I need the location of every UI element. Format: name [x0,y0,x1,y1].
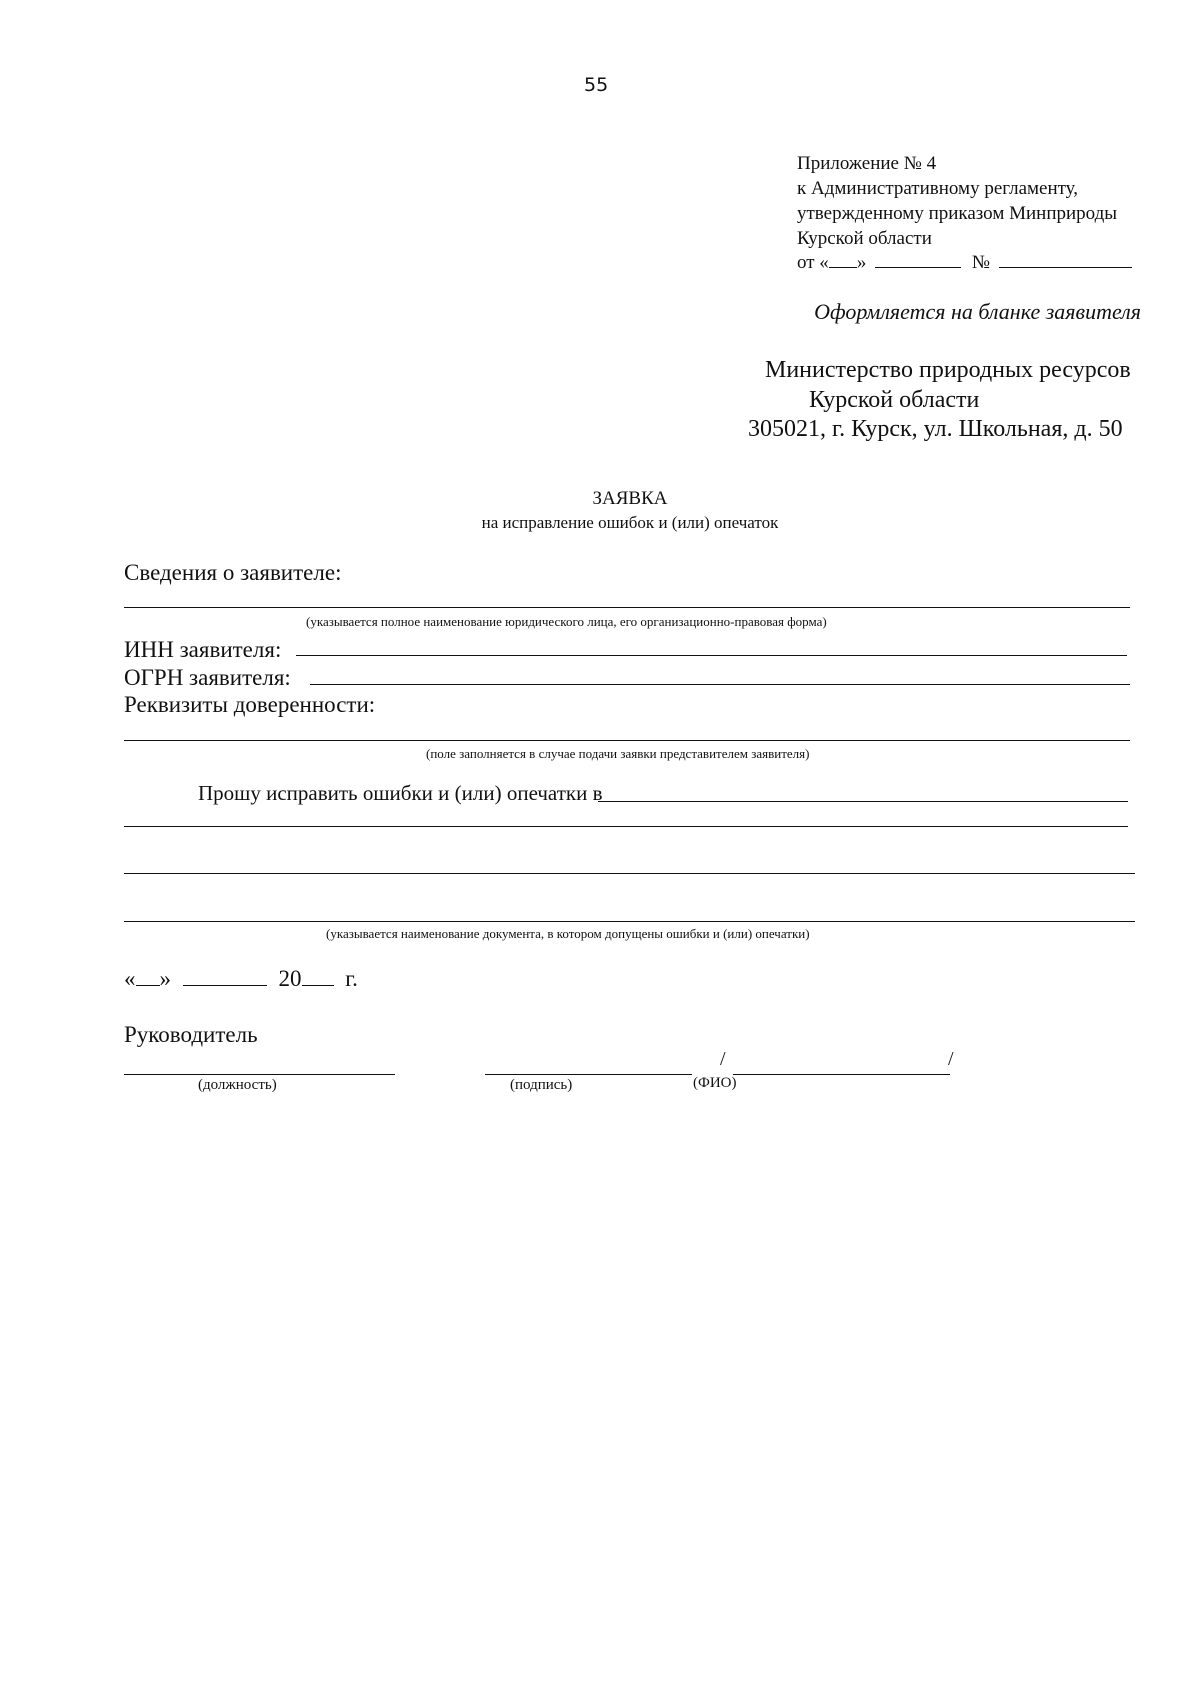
appendix-date-mid: » [856,252,867,273]
document-hint: (указывается наименование документа, в котором допущены ошибки и (или) опечатки) [326,926,810,941]
signature-hint: (подпись) [510,1077,573,1093]
signature-field[interactable] [485,1074,692,1075]
signature-slash-left: / [720,1048,726,1070]
appendix-day-blank [829,267,857,268]
month-field[interactable] [183,985,267,986]
inn-label: ИНН заявителя: [124,637,282,662]
appendix-number-blank [999,267,1132,268]
ogrn-label: ОГРН заявителя: [124,665,291,690]
addressee-line-3: 305021, г. Курск, ул. Школьная, д. 50 [748,416,1123,442]
appendix-number-sign: № [971,252,990,273]
addressee-line-2: Курской области [809,387,980,413]
date-close-quote: » [159,966,171,991]
applicant-name-field[interactable] [124,607,1130,608]
year-suffix: г. [345,966,358,991]
poa-hint: (поле заполняется в случае подачи заявки представителем заявителя) [426,746,810,761]
form-title: ЗАЯВКА [592,488,668,509]
poa-field[interactable] [124,740,1130,741]
request-document-field[interactable] [598,801,1128,802]
poa-label: Реквизиты доверенности: [124,692,376,717]
inn-field[interactable] [296,655,1127,656]
position-hint: (должность) [198,1077,277,1093]
date-row [124,966,358,992]
appendix-line-3: утвержденному приказом Минприроды [797,203,1118,224]
request-line-2[interactable] [124,826,1128,827]
appendix-line-4: Курской области [797,228,932,249]
letterhead-note: Оформляется на бланке заявителя [814,299,1141,324]
appendix-date-prefix: от « [797,252,829,273]
signature-heading: Руководитель [124,1022,258,1047]
appendix-title: Приложение № 4 [797,153,937,174]
appendix-date-row [797,250,1132,275]
ogrn-field[interactable] [310,684,1130,685]
page-number: 55 [584,74,609,96]
signature-slash-right: / [948,1048,954,1070]
request-line-4[interactable] [124,921,1135,922]
full-name-hint: (ФИО) [693,1075,737,1091]
position-field[interactable] [124,1074,395,1075]
request-text: Прошу исправить ошибки и (или) опечатки в [198,781,603,805]
addressee-line-1: Министерство природных ресурсов [765,357,1131,383]
date-open-quote: « [124,966,136,991]
request-line-3[interactable] [124,873,1135,874]
appendix-month-blank [875,267,961,268]
year-prefix: 20 [278,966,302,991]
form-subtitle: на исправление ошибок и (или) опечаток [481,513,779,532]
applicant-heading: Сведения о заявителе: [124,560,342,585]
full-name-field[interactable] [733,1074,950,1075]
day-field[interactable] [136,985,160,986]
appendix-line-2: к Административному регламенту, [797,178,1079,199]
applicant-name-hint: (указывается полное наименование юридического лица, его организационно-правовая форма) [306,614,827,629]
year-field[interactable] [302,985,334,986]
